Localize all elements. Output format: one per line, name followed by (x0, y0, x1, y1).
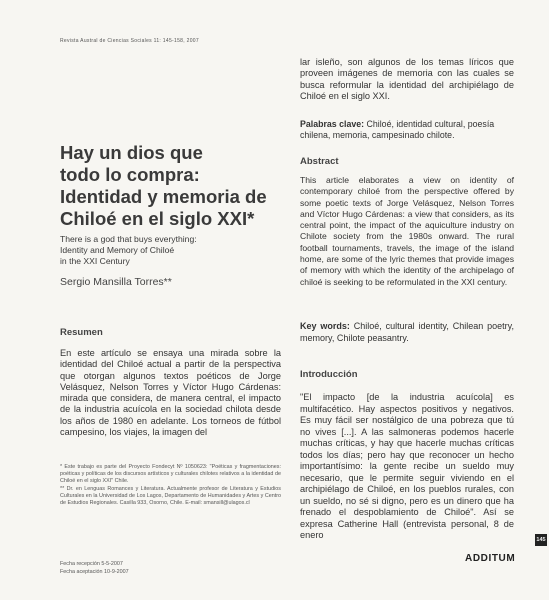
title-line: Hay un dios que (60, 142, 203, 163)
footnotes (60, 464, 281, 508)
article-title (60, 142, 282, 230)
key-words (300, 321, 514, 344)
date-accepted: Fecha aceptación 10-9-2007 (60, 569, 129, 575)
resumen-body: En este artículo se ensaya una mirada sobre la identidad del Chiloé actual a partir de la perspectiva que otorgan algunos textos poéticos de Jorge Velásquez, Nelson Torres y Víctor Hugo Cárdenas: mirada que considera, de manera central, el impacto de la industria acuícola en la sociedad chilota desde los años de 1980 en adelante. Los torneos de fútbol campesino, los viajes, la imagen del (60, 348, 281, 438)
abstract-body: This article elaborates a view on identity of contemporary chiloé from the perspective offered by some poetic texts of Jorge Velásquez, Nelson Torres and Víctor Hugo Cárdenas: a view that considers, as its central point, the impact of the aquiculture industry on Chilote society from the 1980s onward. The rural football tournaments, travels, the image of the island home, are some of the lyric themes that provide images of memory with which the identity of the archipelago of chiloé is seeking to be reformulated in the XXI century. (300, 175, 514, 287)
date-received: Fecha recepción 5-5-2007 (60, 561, 123, 567)
author-name: Sergio Mansilla Torres** (60, 276, 172, 288)
key-words-text: Chiloé, cultural identity, Chilean poetry, memory, Chilote peasantry. (300, 321, 514, 343)
key-words-label: Key words: (300, 321, 350, 331)
introduccion-body: "El impacto [de la industria acuícola] es multifacético. Hay aspectos positivos y negativos. Es muy fácil ser nostálgico de una pobreza que tú no vives [...]. A las salmoneras podemos hacerle muchas críticas, y hay que hacerle muchas críticas todos los días; pero hay que reconocer un hecho importantísimo: la gente recibe un sueldo muy necesario, que le permite seguir viviendo en el archipiélago de Chiloé, en los pueblos rurales, con un sueldo, no sé si digno, pero es un dinero que ha frenado el despoblamiento de Chiloé". Así se expresa Catherine Hall (entrevista personal, 8 de enero (300, 392, 514, 540)
abstract-heading: Abstract (300, 156, 339, 167)
title-line: todo lo compra: (60, 164, 200, 185)
resumen-heading: Resumen (60, 327, 103, 338)
title-line: Chiloé en el siglo XXI* (60, 208, 255, 229)
footnote: * Este trabajo es parte del Proyecto Fondecyt Nº 1050623: "Poéticas y fragmentaciones: poéticas y políticas de los discursos artísticos y culturales chilotes relativos a la identidad de Chiloé en el siglo XXI" Chile. (60, 464, 281, 484)
english-subtitle (60, 234, 280, 267)
journal-logo: ADDITUM (465, 553, 516, 564)
footnote: ** Dr. en Lenguas Romances y Literatura. Actualmente profesor de Literatura y Estudios Culturales en la Universidad de Los Lagos, Departamento de Humanidades y Artes y Centro de Estudios Regionales. Casilla 933, Osorno, Chile. E-mail: smansill@ulagos.cl (60, 486, 281, 506)
running-header: Revista Austral de Ciencias Sociales 11: 145-158, 2007 (60, 38, 199, 44)
submission-dates (60, 560, 129, 576)
palabras-clave-text: Chiloé, identidad cultural, poesía chilena, memoria, campesinado chilote. (300, 119, 495, 140)
resumen-continuation: lar isleño, son algunos de los temas líricos que proveen imágenes de memoria con las cuales se busca reformular la identidad del archipiélago de Chiloé en el siglo XXI. (300, 57, 514, 102)
palabras-clave (300, 119, 514, 141)
subtitle-line: Identity and Memory of Chiloé (60, 245, 175, 255)
title-line: Identidad y memoria de (60, 186, 267, 207)
palabras-clave-label: Palabras clave: (300, 119, 365, 129)
introduccion-heading: Introducción (300, 369, 358, 380)
page-number: 145 (535, 534, 547, 546)
subtitle-line: There is a god that buys everything: (60, 234, 197, 244)
subtitle-line: in the XXI Century (60, 256, 130, 266)
